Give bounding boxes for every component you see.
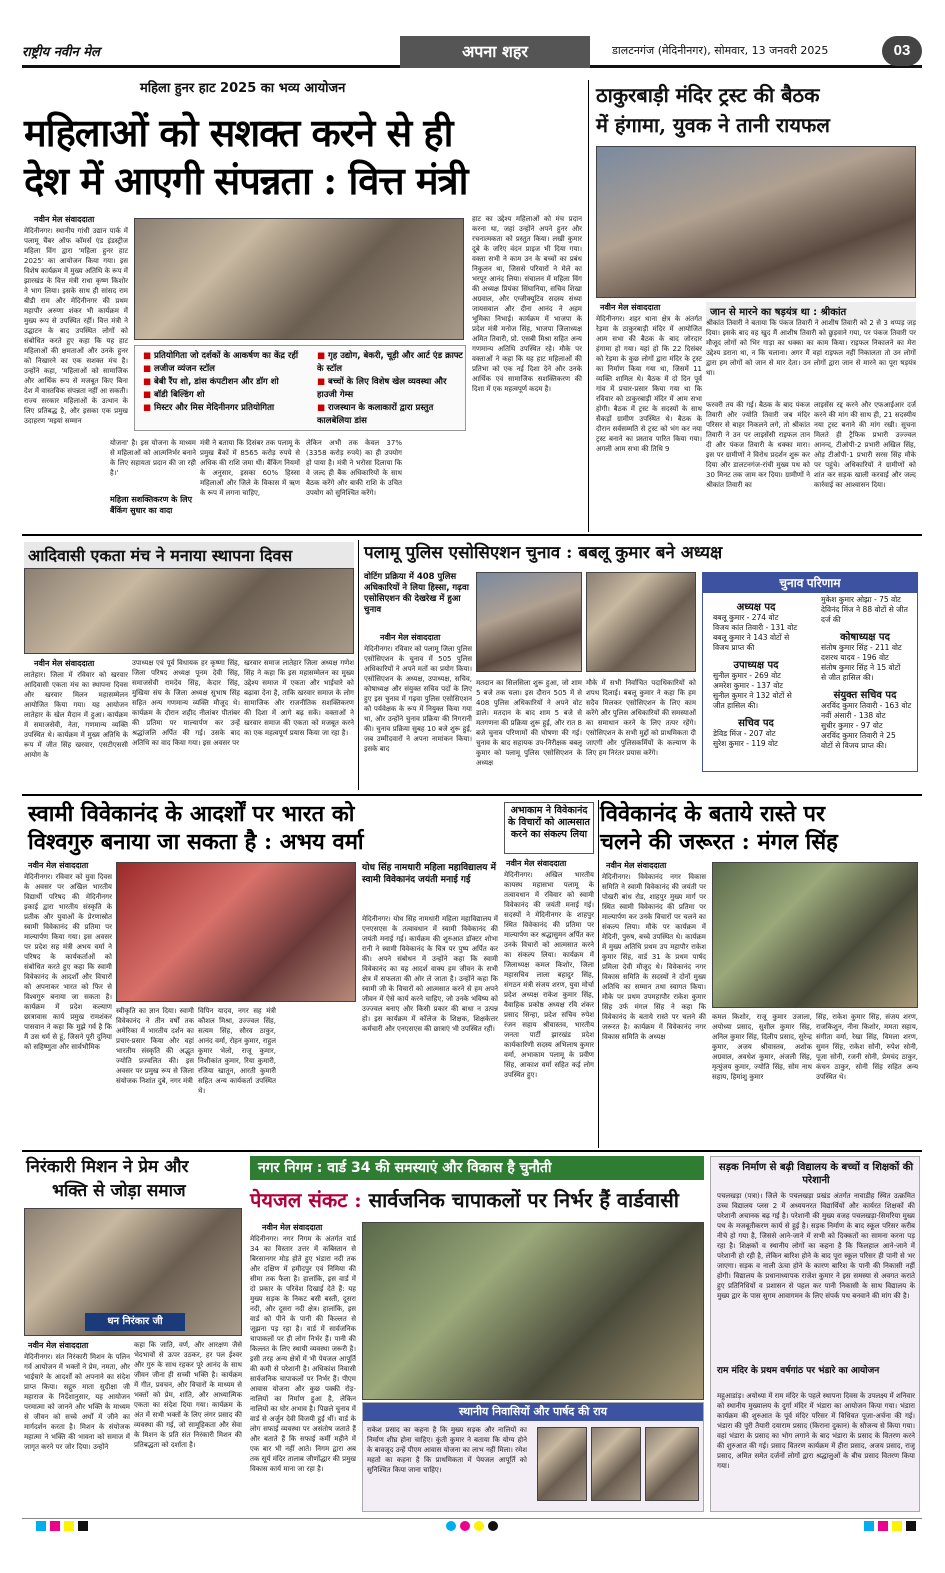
registration-mark	[64, 1521, 74, 1531]
story1-kicker: महिला हुनर हाट 2025 का भव्य आयोजन	[140, 81, 346, 96]
result-post: अध्यक्ष पद	[736, 602, 776, 613]
story1-photo	[134, 218, 464, 340]
registration-mark	[892, 1521, 902, 1531]
highlight-item: ■ बेबी रैंप शो, डांस कंपटीशन और डॉग शो	[143, 376, 313, 389]
college-head: योध सिंह नामधारी महिला महाविद्यालय में स्वामी विवेकानंद जयंती मनाई गई	[362, 863, 496, 885]
section-rule	[22, 794, 922, 796]
story9-photo	[362, 1222, 704, 1400]
story4-headline: पलामू पुलिस एसोसिएशन चुनाव : बबलू कुमार बने अध्यक्ष	[364, 543, 723, 563]
story8-byline: नवीन मेल संवाददाता	[28, 1341, 89, 1350]
result-line: अमरेश कुमार - 137 वोट	[713, 681, 784, 690]
story6-headline: अभाकाम ने विवेकानंद के विचारों को आत्मसात करने का संकल्प लिया	[504, 802, 594, 854]
result-line: संतोष कुमार सिंह - 211 वोट	[821, 643, 902, 652]
registration-mark	[78, 1521, 88, 1531]
highlight-item: ■ लजीज व्यंजन स्टॉल	[143, 363, 313, 376]
result-line: दर्ज की	[821, 615, 841, 624]
story2-byline: नवीन मेल संवाददाता	[600, 303, 661, 312]
election-results-box	[702, 572, 918, 772]
story5-photo	[116, 862, 356, 1002]
results-title: चुनाव परिणाम	[703, 573, 917, 593]
result-post: कोषाध्यक्ष पद	[840, 632, 890, 643]
story3-body3: खरवार समाज लातेहार जिला अध्यक्ष गणेश सिंह ने कहा कि इस महासम्मेलन का मुख्य उद्देश्य समाज में एकता और भाईचारे को बढ़ावा देना है, ताकि खरवार समाज के लोग सामाजिक और राजनीतिक सशक्तिकरण की दिशा में आगे बढ़ सकें। वक्ताओं ने खरवार समाज की एकता को मजबूत करने का एक महत्वपूर्ण प्रयास किया जा रहा है।	[244, 659, 354, 737]
section-rule	[22, 534, 922, 536]
result-line: देविनंद मिंज ने 88 वोटों से जीत	[821, 605, 908, 614]
result-line: विजय प्राप्त की	[713, 643, 755, 652]
story8-headline-1: निरंकारी मिशन ने प्रेम और	[26, 1157, 189, 1177]
story7-body3: सिंह, राकेश कुमार सिंह, संजय शरण, राजकिशुन, नीना किशोर, ममता सहाय, संगीता वर्मा, रेखा सिंह, विमला शरण, सुमन सिंह, राकेश सोनी, रुपेश सोनी, पूजा सोनी, रजनी सोनी, प्रेमचंद ठाकुर, कंचन ठाकुर, सोनी सिंह सहित अन्य उपस्थित थे।	[816, 1013, 918, 1081]
page-number: 03	[882, 36, 922, 66]
story10-body2: महुआडांड़। अयोध्या में राम मंदिर के पहले स्थापना दिवस के उपलक्ष्य में शनिवार को स्थानीय मुख्यालय के दुर्गा मंदिर में भंडारा का आयोजन किया गया। भंडारा कार्यक्रम की शुरुआत के पूर्व मंदिर परिसर में विधिवत पूजा-अर्चना की गई। भंडारा की पूरी तैयारी दयाराम प्रसाद (किराना दुकान) के सौजन्य से किया गया। वहां भंडारा के प्रसाद का भोग लगाने के बाद भंडारा के प्रसाद के वितरण करने की शुरुआत की गई। प्रसाद वितरण कार्यक्रम में हीरा प्रसाद, अजय प्रसाद, राजू प्रसाद, अमित समेत दर्जनों लोगों द्वारा श्रद्धालुओं के बीच प्रसाद वितरण किया गया।	[717, 1392, 915, 1470]
story1-byline: नवीन मेल संवाददाता	[34, 215, 95, 224]
story1-subhead: महिला सशक्तिकरण के लिए बैंकिंग सुधार का वादा	[110, 495, 192, 515]
story8-photo	[24, 1208, 242, 1336]
result-line: बबलू कुमार - 274 वोट	[713, 613, 779, 622]
story3-photo	[24, 568, 354, 654]
story6-body: मेदिनीनगर। अखिल भारतीय कायस्थ महासभा पलामू के तत्वावधान में रविवार को स्वामी विवेकानंद की जयंती मनाई गई। सदस्यों ने मेदिनीनगर के शाहपुर स्थित विवेकानंद की प्रतिमा पर माल्यार्पण कर श्रद्धासुमन अर्पित कर उनके विचारों को आत्मसात करने का संकल्प लिया। कार्यक्रम में जिलाध्यक्ष कमल किशोर, जिला महासचिव लाला बहादुर सिंह, संगठन मंत्री संजय शरण, युवा मोर्चा प्रदेश अध्यक्ष राकेश कुमार सिंह, वैवाहिक प्रकोष्ठ अध्यक्ष रवि शंकर प्रसाद सिन्हा, प्रदेश सचिव रुपेश रंजन सहाय श्रीवास्तव, भारतीय जनता पार्टी झारखंड प्रदेश कार्यकारिणी सदस्य अभिलाष कुमार वर्मा, अभाकाम पलामू के प्रवीण सिंह, आकाश वर्मा सहित कई लोग उपस्थित हुए।	[504, 871, 594, 1079]
story1-body-col1: मेदिनीनगर। स्थानीय गांधी उद्यान पार्क में पलामू चैंबर ऑफ कॉमर्स एंड इंडस्ट्रीज महिला विंग द्वारा 'महिला हुनर हाट 2025' का आयोजन किया गया। इस विशेष कार्यक्रम में मुख्य अतिथि के रूप में झारखंड के वित्त मंत्री राधा कृष्ण किशोर ने भाग लिया। इसके साथ ही सांसद राम बीडी राम और मेदिनीनगर की प्रथम महापौर अरुणा शंकर भी कार्यक्रम में मुख्य रूप से उपस्थित रहीं। वित्त मंत्री ने उद्घाटन के बाद उपस्थित लोगों को संबोधित करते हुए कहा कि यह हाट महिलाओं की क्षमताओं और उनके हुनर को निखारने का एक सशक्त मंच है। उन्होंने कहा, 'महिलाओं को सामाजिक और आर्थिक रूप से मजबूत किए बिना देश में वास्तविक संपन्नता नहीं आ सकती। राज्य सरकार महिलाओं के उत्थान के लिए प्रतिबद्ध है, और इसका एक प्रमुख उदाहरण 'मइयां सम्मान	[24, 227, 128, 425]
story4-body1: मेदिनीनगर। रविवार को पलामू जिला पुलिस एसोसिएशन के चुनाव में 505 पुलिस अधिकारियों ने अपने मतों का प्रयोग किया। एसोसिएशन के अध्यक्ष, उपाध्यक्ष, सचिव, कोषाध्यक्ष और संयुक्त सचिव पदों के लिए हुए इस चुनाव में गढ़वा पुलिस एसोसिएशन को पर्यवेक्षक के रूप में नियुक्त किया गया था, और उन्होंने चुनाव प्रक्रिया की निगरानी की। चुनाव प्रक्रिया सुबह 10 बजे शुरू हुई, जब उम्मीदवारों ने अपना नामांकन किया। इसके बाद	[364, 645, 472, 753]
story5-byline: नवीन मेल संवाददाता	[28, 861, 89, 870]
dateline: डालटनगंज (मेदिनीनगर), सोमवार, 13 जनवरी 2025	[612, 44, 829, 57]
college-body: मेदिनीनगर। योध सिंह नामधारी महिला महाविद्यालय में एनएसएस के तत्वावधान में स्वामी विवेकानंद की जयंती मनाई गई। कार्यक्रम की शुरुआत डॉक्टर शोभा रानी ने स्वामी विवेकानंद के चित्र पर पुष्प अर्पित कर की। अपने संबोधन में उन्होंने कहा कि स्वामी विवेकानंद का यह आदर्श वाक्य हम जीवन के सभी क्षेत्र में सफलता की ओर ले जाता है। उन्होंने कहा कि स्वामी जी के विचारों को आत्मसात करने से हम अपने जीवन में ऐसे कार्य करने चाहिए, जो उनके भविष्य को उज्ज्वल बनाए और किसी प्रकार की बाधा न उत्पन्न हो। इस कार्यक्रम में कॉलेज के शिक्षक, शिक्षकेत्तर कर्मचारी और एनएसएस की छात्राएं भी उपस्थित रहीं।	[362, 915, 498, 1033]
result-line: सुनील कुमार - 269 वोट	[713, 671, 781, 680]
registration-dot	[474, 1521, 484, 1531]
story4-photo1	[476, 572, 582, 672]
story2-photo	[596, 146, 916, 298]
result-line: डेविड मिंज - 207 वोट	[713, 729, 776, 738]
story3-body2: उपाध्यक्ष एवं पूर्व विधायक हर कृष्णा सिंह, जिला परिषद अध्यक्ष पूनम देवी सिंह, समाजसेवी रामदेव सिंह, केदार सिंह, मुखिया संघ के जिला अध्यक्ष सुभाष सिंह सहित अन्य गणमान्य व्यक्ति मौजूद थे। कार्यक्रम के दौरान शहीद नीलांबर पीतांबर की प्रतिमा पर माल्यार्पण कर उन्हें श्रद्धांजलि अर्पित की गई। उसके बाद अतिथि का वाद किया गया। इस अवसर पर	[132, 659, 240, 747]
highlight-item: ■ गृह उद्योग, बेकरी, चूड़ी और आर्ट एंड क्राफ्ट के स्टॉल	[317, 350, 463, 376]
results-right-col	[811, 595, 919, 751]
story1-body-lower2: मंत्री ने बताया कि दिसंबर तक पलामू के प्रमुख बैंकों में 8565 करोड़ रुपये से अधिक की राशि जमा थी। बैंकिंग नियमों के अनुसार, इसका 60% हिस्सा महिलाओं और जिले के विकास में ऋण के रूप में लगना चाहिए,	[200, 439, 300, 497]
story4-photo2	[586, 572, 696, 672]
resident-photo	[591, 1427, 641, 1501]
story2-body1: मेदिनीनगर। शहर थाना क्षेत्र के अंतर्गत रेड़मा के ठाकुरबाड़ी मंदिर में आयोजित आम सभा की बैठक के बाद जोरदार हंगामा हो गया। यहां हो कि 22 दिसंबर को रेड़मा के कुछ लोगों द्वारा मंदिर के ट्रस्ट का निर्माण किया गया था, जिसमें 11 व्यक्ति शामिल थे। बैठक में दो दिन पूर्व गांव में प्रचार-प्रसार किया गया था कि रविवार को ठाकुरबाड़ी मंदिर में आम सभा होगी। बैठक में ट्रस्ट के सदस्यों के साथ सैकड़ों ग्रामीण उपस्थित थे। बैठक के दौरान सर्वसम्मति से ट्रस्ट को भंग कर नया ट्रस्ट बनाने का प्रस्ताव पारित किया गया। अगली आम सभा की तिथि 9	[596, 315, 702, 453]
registration-mark	[36, 1521, 46, 1531]
resident-photo	[645, 1427, 699, 1501]
section-rule	[22, 1150, 922, 1152]
registration-mark	[878, 1521, 888, 1531]
opinion-body: राकेश प्रसाद का कहना है कि मुख्य सड़क और नालियों का निर्माण शीघ्र होना चाहिए। कुंती कुमार ने बताया कि योग्य होने के बावजूद उन्हें पीएम आवास योजना का लाभ नहीं मिला। रमेश महतो का कहना है कि प्राथमिकता में पेयजल आपूर्ति को सुनिश्चित किया जाना चाहिए।	[367, 1426, 527, 1474]
story4-highlight: वोटिंग प्रक्रिया में 408 पुलिस अधिकारियों ने लिया हिस्सा, गढ़वा एसोसिएशन की देखरेख में हुआ चुनाव	[364, 572, 469, 615]
story7-body1: मेदिनीनगर। विवेकानंद नगर विकास समिति ने स्वामी विवेकानंद की जयंती पर पोखरी बांध रोड, शाहपुर मुख्य मार्ग पर स्थित स्वामी विवेकानंद की प्रतिमा पर माल्यार्पण कर उनके विचारों पर चलने का संकल्प लिया। मौके पर कार्यक्रम में मेदिनी, पुरुष, बच्चे उपस्थित थे। कार्यक्रम में मुख्य अतिथि प्रथम उप महापौर राकेश कुमार सिंह, वार्ड 31 के प्रथम पार्षद प्रमिला देवी मौजूद थे। विवेकानंद नगर विकास समिति के सदस्यों ने दोनों मुख्य अतिथि का सम्मान तथा स्वागत किया। मौके पर प्रथम उपमहापौर राकेश कुमार सिंह उर्फ मंगल सिंह ने कहा कि विवेकानंद के बताये रास्ते पर चलने की जरूरत है। कार्यक्रम में विवेकानंद नगर विकास समिति के अध्यक्ष	[602, 873, 706, 1041]
resident-photo	[537, 1427, 587, 1501]
story7-body2: कमल किशोर, राजू कुमार उजाला, अयोध्या प्रसाद, सुशील कुमार सिंह, अनिल कुमार सिंह, दिलीप प्रसाद, सुरेन्द्र कुमार, अजय श्रीवास्तव, अशोक अग्रवाल, अवधेश कुमार, अंजली सिंह, मृत्युंजय कुमार, ज्योति सिंह, सोम नाथ सहाय, हिमांशु कुमार	[712, 1013, 812, 1081]
story9-headline	[250, 1186, 704, 1214]
story3-byline: नवीन मेल संवाददाता	[34, 659, 95, 668]
story8-headline-2: भक्ति से जोड़ा समाज	[52, 1181, 186, 1201]
footer-rule	[22, 1518, 922, 1519]
story4-body3: मौके में सभी निर्वाचित पदाधिकारियों को शपथ दिलाई। बबलू कुमार ने कहा कि हम सदैव मिलकर एसोसिएशन के लिए काम करेंगे और पुलिस अधिकारियों की समस्याओं का समाधान करने के लिए तत्पर रहेंगे। एसोसिएशन के सभी मुद्दों को प्राथमिकता दी जाएगी और पुलिसकर्मियों के कल्याण के लिए हम निरंतर प्रयास करेंगे।	[586, 679, 696, 757]
story6-byline: नवीन मेल संवाददाता	[506, 859, 567, 868]
story2-headline-2: में हंगामा, युवक ने तानी रायफल	[596, 113, 830, 137]
story7-photo	[712, 862, 918, 1008]
highlight-item: ■ मिस्टर और मिस मेदिनीनगर प्रतियोगिता	[143, 402, 313, 415]
story5-headline-1: स्वामी विवेकानंद के आदर्शों पर भारत को	[28, 801, 355, 827]
story4-body2: मतदान का सिलसिला शुरू हुआ, जो शाम 5 बजे तक चला। इस दौरान 505 में से 408 पुलिस अधिकारियों ने अपने वोट डाले। मतदान के बाद शाम 5 बजे से मतगणना की प्रक्रिया शुरू हुई, और रात 8 बजे चुनाव परिणामों की घोषणा की गई। चुनाव के बाद सहायक उप-निरीक्षक बबलू कुमार को पलामू पुलिस एसोसिएशन के अध्यक्ष	[476, 679, 582, 767]
highlight-item: ■ बॉडी बिल्डिंग शो	[143, 389, 313, 402]
story2-headline-1: ठाकुरबाड़ी मंदिर ट्रस्ट की बैठक	[596, 83, 820, 107]
result-line: बबलू कुमार ने 143 वोटों से	[713, 633, 790, 642]
result-line: अरविंद कुमार तिवारी ने 25	[821, 731, 896, 740]
result-line: अरविंद कुमार तिवारी - 163 वोट	[821, 701, 912, 710]
column-divider	[358, 540, 359, 790]
story1-headline-1: महिलाओं को सशक्त करने से ही	[24, 110, 453, 155]
story10-headline: सड़क निर्माण से बढ़ी विद्यालय के बच्चों व शिक्षकों की परेशानी	[718, 1162, 914, 1186]
story2-body3: लाइसेंस रद्द करने और एफआईआर दर्ज करने की मांग की साथ ही, 21 सदस्यीय नया ट्रस्ट बनाने की मांग रखी। सूचना मिलते ही ट्रैफिक प्रभारी उज्ज्वल आनन्द, टीओपी-2 प्रभारी अखिल सिंह, ओड़ टीओपी-1 प्रभारी सरस सिंह मौके पर पहुंचे। अधिकारियों ने ग्रामीणों को शांत कर सड़क खाली करवाई और जल्द कार्रवाई का आश्वासन दिया।	[814, 401, 916, 489]
story2-side-head: जान से मारने का षड़यंत्र था : श्रीकांत	[706, 302, 916, 320]
result-line: दशरथ यादव - 196 वोट	[821, 653, 889, 662]
result-line: संतोष कुमार सिंह ने 15 वोटों	[821, 663, 901, 672]
result-line: नवीं अंसारी - 138 वोट	[821, 711, 886, 720]
column-divider	[588, 80, 589, 532]
story7-headline-2: चलने की जरूरत : मंगल सिंह	[600, 829, 838, 855]
result-line: सुरेश कुमार - 119 वोट	[713, 739, 778, 748]
registration-dot	[446, 1521, 456, 1531]
highlight-item: ■ प्रतियोगिता जो दर्शकों के आकर्षण का केंद्र रहीं	[143, 350, 313, 363]
registration-dot	[488, 1521, 498, 1531]
story3-body1: लातेहार। जिला में रविवार को खरवार आदिवासी एकता मंच का स्थापना दिवस और खरवार मिलन महासम्मेलन आयोजित किया गया। यह आयोजन लातेहार के खेल मैदान में हुआ। कार्यक्रम में समाजसेवी, नेता, गणमान्य व्यक्ति उपस्थित थे। कार्यक्रम में मुख्य अतिथि के रूप में जीत सिंह खरवार, एसटीएससी आयोग के	[24, 671, 128, 759]
result-post: उपाध्यक्ष पद	[733, 660, 779, 671]
story10-box	[710, 1156, 920, 1512]
registration-mark	[864, 1521, 874, 1531]
story8-body1: मेदिनीनगर। संत निरंकारी मिशन के पलिन गर्व आयोजन में भक्तों ने प्रेम, नमता, और भाईचारे के आदर्शों को अपनाने का संदेश प्राप्त किया। सद्गुरु माता सुदीक्षा जी महाराज के निर्देशानुसार, यह आयोजन परमात्मा को जानने और भक्ति के माध्यम से जीवन को सच्चे अर्थों में जीने का मार्गदर्शन करता है। मिशन के संयोजक महात्मा ने भक्ति की भावना को समाज में जागृत करने पर जोर दिया। उन्होंने	[24, 1353, 130, 1451]
result-post: सचिव पद	[738, 718, 774, 729]
story7-headline-1: विवेकानंद के बताये रास्ते पर	[600, 801, 826, 827]
headline-rest: सार्वजनिक चापाकलों पर निर्भर हैं वार्डवासी	[368, 1188, 679, 1212]
highlights-right	[317, 350, 463, 428]
registration-mark	[50, 1521, 60, 1531]
story5-headline-2: विश्वगुरु बनाया जा सकता है : अभय वर्मा	[28, 829, 364, 855]
result-line: वोटों से विजय प्राप्त की।	[821, 741, 887, 750]
opinion-caption: स्थानीय निवासियों और पार्षद की राय	[363, 1403, 703, 1421]
story1-body-lower3: लेकिन अभी तक केवल 37% (3358 करोड़ रुपये) का ही उपयोग हो पाया है। मंत्री ने भरोसा दिलाया कि वे जल्द ही बैंक अधिकारियों के साथ बैठक करेंगे और बाकी राशि के उचित उपयोग को सुनिश्चित करेंगे।	[306, 439, 402, 497]
story1-body-lower1: योजना' है। इस योजना के माध्यम से महिलाओं को आत्मनिर्भर बनाने के लिए सहायता प्रदान की जा रही है।'	[110, 439, 196, 477]
story1-body-col2: हाट का उद्देश्य महिलाओं को मंच प्रदान करना था, जहां उन्होंने अपने हुनर और रचनात्मकता को प्रस्तुत किया। लखी कुमार दूबे के जरिए वंदन प्राइज भी दिया गया। वक्ता सभी ने काम उन के बच्चों का प्रबंध निकुलन था, जिससे परिवारों ने मेले का भरपूर आनंद लिया। संचालन में महिला विंग की अध्यक्ष प्रियंका सिंघानिया, सचिव शिखा अग्रवाल, और एग्जीक्यूटिव सदस्य संध्या जायसवाल और दीना आनंद ने अहम भूमिका निभाई। कार्यक्रम में भाजपा के प्रदेश मंत्री मनोज सिंह, भाजपा जिलाध्यक्ष अमित तिवारी, प्रो. एसबी मिश्रा सहित अन्य गणमान्य अतिथि उपस्थित रहे। मौके पर वक्ताओं ने कहा कि यह हाट महिलाओं की प्रतिभा को एक नई दिशा देने और उनके आर्थिक एवं सामाजिक सशक्तिकरण की दिशा में एक महत्वपूर्ण कदम है।	[472, 215, 582, 393]
highlights-left	[143, 350, 313, 415]
story2-body2: फरवरी तय की गई। बैठक के बाद पंकज तिवारी और ज्योति तिवारी जब मंदिर परिसर से बाहर निकलने लगे, तो श्रीकांत तिवारी ने उन पर लाइसेंसी राइफल तान दी और पंकज तिवारी के धक्का मारा। इस पर ग्रामीणों ने विरोध प्रदर्शन शुरू कर दिया और डालटनगंज-रांची मुख्य पथ को 30 मिनट तक जाम कर दिया। ग्रामीणों ने श्रीकांत तिवारी का	[706, 401, 810, 489]
story5-body3: विपिन यादव, नगर सह मंत्री कौशल मिश्रा, उज्ज्वल सिंह, सत्यम सिंह, सौरव ठाकुर, आनंद वर्मा, रोहन कुमार, राहुल कुमार भेलो, राजू कुमार, निशीकांत कुमार, रिया कुमारी, रजिया खातून, आरती कुमारी सहित अन्य कार्यकर्ता उपस्थित थे।	[198, 1007, 276, 1095]
story2-side-body: श्रीकांत तिवारी ने बताया कि पंकज तिवारी ने आशीष तिवारी को 2 से 3 थप्पड़ जड़ दिया। इसके बाद वह खुद मैं आशीष तिवारी को छुड़वाने गया, पर पंकज तिवारी पर मौजूद लोगों को भिर गाड़ा का धक्का का काम किया। राइफल निकालने का मेरा उद्देश्य डराना था, न कि चलाना। अगर मैं वहां राइफल नहीं निकालता तो उन लोगों द्वारा हम लोगों को जान से मार देता। उन लोगों द्वारा जान से मारने का पूरा षड़यंत्र था।	[706, 319, 916, 377]
registration-dot	[460, 1521, 470, 1531]
story1-headline-2: देश में आएगी संपन्नता : वित्त मंत्री	[24, 158, 468, 203]
headline-highlight: पेयजल संकट :	[250, 1188, 362, 1212]
masthead	[22, 36, 922, 68]
story5-body2: स्वीकृति का ज्ञान दिया। स्वामी विवेकानंद ने तीन वर्षों तक अमेरिका में भारतीय दर्शन का प्रचार-प्रसार किया और वहां भारतीय संस्कृति की अद्भुत ज्योति प्रज्वलित की। इस अवसर पर प्रमुख रूप से जिला संयोजक निशांत दुबे, नगर मंत्री	[116, 1007, 194, 1085]
story10-body: पचलखड़ा (पत्रा)। जिले के पचलखड़ा प्रखंड अंतर्गत नावाडीह स्थित उत्क्रमित उच्च विद्यालय प्लस 2 में अध्ययनरत विद्यार्थियों और कार्यरत शिक्षकों की परेशानी अचानक बढ़ गई है। परेशानी की मुख्य वजह पचलखड़ा-सिमरिया मुख्य पथ के मजबूतीकरण कार्य से हुई है। सड़क निर्माण के बाद स्कूल परिसर करीब नीचे हो गया है, जिससे आने-जाने में सभी को दिक्कतों का सामना करना पड़ रहा है। शिक्षकों व स्थानीय लोगों का कहना है कि फिलहाल आने-जाने में परेशानी हो रही है, लेकिन बारिश होने के बाद पूरा स्कूल परिसर ही पानी से भर जाएगा। सड़क व नाली ऊंचा होने के कारण बारिश के पानी की निकासी नहीं होगी। विद्यालय के प्रधानाध्यापक राजेश कुमार ने इस समस्या से अवगत कराते हुए प्रतिनिधियों व प्रशासन से पहल कर पानी निकासी के साथ विद्यालय के मुख्य द्वार के पास सुगम आवागमन के लिए संपर्क पथ बनवाने की मांग की है।	[717, 1192, 915, 1300]
story10-subhead: राम मंदिर के प्रथम वर्षगांठ पर भंडारे का आयोजन	[717, 1366, 880, 1376]
section-tab: अपना शहर	[400, 36, 590, 68]
newspaper-brand: राष्ट्रीय नवीन मेल	[22, 45, 100, 60]
story5-body1: मेदिनीनगर। रविवार को युवा दिवस के अवसर पर अखिल भारतीय विद्यार्थी परिषद की मेदिनीनगर इकाई द्वारा भारतीय संस्कृति के प्रतीक और युवाओं के प्रेरणास्रोत स्वामी विवेकानंद की प्रतिमा पर माल्यार्पण किया गया। इस अवसर पर प्रदेश सह मंत्री अभय वर्मा ने परिषद के कार्यकर्ताओं को संबोधित करते हुए कहा कि स्वामी विवेकानंद के आदर्शों और विचारों को अपनाकर भारत को फिर से विश्वगुरु बनाया जा सकता है। कार्यक्रम में प्रदेश कल्याण छात्रावास कार्य प्रमुख रामशंकर पासवान ने कहा कि मुझे गर्व है कि मैं उस धर्म से हूं, जिसने पूरी दुनिया को सहिष्णुता और सार्वभौमिक	[24, 873, 112, 1051]
column-divider	[598, 800, 599, 1148]
result-line: विजय कांत तिवारी - 131 वोट	[713, 623, 798, 632]
result-post: संयुक्त सचिव पद	[833, 690, 897, 701]
result-line: से जीत हासिल की।	[821, 673, 874, 682]
result-line: सुधीर कुमार - 97 वोट	[821, 721, 883, 730]
highlight-item: ■ राजस्थान के कलाकारों द्वारा प्रस्तुत कालबेलिया डांस	[317, 402, 463, 428]
result-line: मुकेश कुमार ओझा - 75 वोट	[821, 595, 901, 604]
ward-banner: नगर निगम : वार्ड 34 की समस्याएं और विकास है चुनौती	[250, 1156, 704, 1180]
story3-headline: आदिवासी एकता मंच ने मनाया स्थापना दिवस	[24, 542, 354, 568]
highlight-item: ■ बच्चों के लिए विशेष खेल व्यवस्था और हाउजी गेम्स	[317, 376, 463, 402]
registration-mark	[906, 1521, 916, 1531]
photo-banner: धन निरंकार जी	[85, 1313, 185, 1331]
story9-byline: नवीन मेल संवाददाता	[262, 1223, 323, 1232]
residents-opinion-box	[362, 1402, 704, 1512]
story1-highlights	[134, 345, 466, 431]
result-line: सुनील कुमार ने 132 वोटों से	[713, 691, 792, 700]
story4-byline: नवीन मेल संवाददाता	[380, 633, 441, 642]
result-line: जीत हासिल की।	[713, 701, 759, 710]
story7-byline: नवीन मेल संवाददाता	[606, 861, 667, 870]
results-left-col	[703, 595, 809, 749]
story9-body1: मेदिनीनगर। नगर निगम के अंतर्गत वार्ड 34 का विस्तार उत्तर में कबिस्तान से बिरसानगर मोड़ होते हुए भंडारा नदी तक और दक्षिण में हमीदपुर एवं निमिया की सीमा तक फैला है। हालांकि, इस वार्ड में दो प्रकार के परिवेश दिखाई देते हैं: यह मुख्य सड़क के निकट बसी बस्ती, दूसरा नदी, और दूसरा नदी क्षेत्र। हालांकि, इस वार्ड को पीने के पानी की किल्लत से जूझना पड़ रहा है। वार्ड में सार्वजनिक चापाकलों पर ही लोग निर्भर हैं। पानी की किल्लत के लिए स्थायी व्यवस्था जरूरी है। इसी तरह अन्य क्षेत्रों में भी पेयजल आपूर्ति की कमी से परेशानी है। अधिकांश निवासी सार्वजनिक चापाकलों पर निर्भर हैं। पीएम आवास योजना और कुछ पक्की रोड़-नालियों का निर्माण हुआ है, लेकिन नालियों का घोर अभाव है। पिछले चुनाव में वार्ड से अर्जुन देवी विजयी हुई थीं। वार्ड के लोग सफाई व्यवस्था पर असंतोष जताते हैं और बताते हैं कि सफाई कर्मी महीने में एक बार भी नहीं आते। निगम द्वारा अब तक सूर्य मंदिर तालाब जीर्णोद्धार की प्रमुख विकास कार्य माना जा रहा है।	[250, 1235, 356, 1473]
story8-body2: कहा कि जाति, वर्ण, और आरक्षण जैसे भेदभावों से ऊपर उठकर, हर पल ईश्वर और गुरु के साथ रहकर पूरे आनंद के साथ जीवन जीना ही सच्ची भक्ति है। कार्यक्रम में गीत, प्रवचन, और विचारों के माध्यम से भक्तों को प्रेम, शांति, और आध्यात्मिक एकता का संदेश दिया गया। कार्यक्रम के अंत में सभी भक्तों के लिए लंगर प्रसाद की व्यवस्था की गई, जो सामूहिकता और सेवा के मिशन के प्रति संत निरंकारी मिशन की प्रतिबद्धता को दर्शाता है।	[134, 1341, 242, 1449]
